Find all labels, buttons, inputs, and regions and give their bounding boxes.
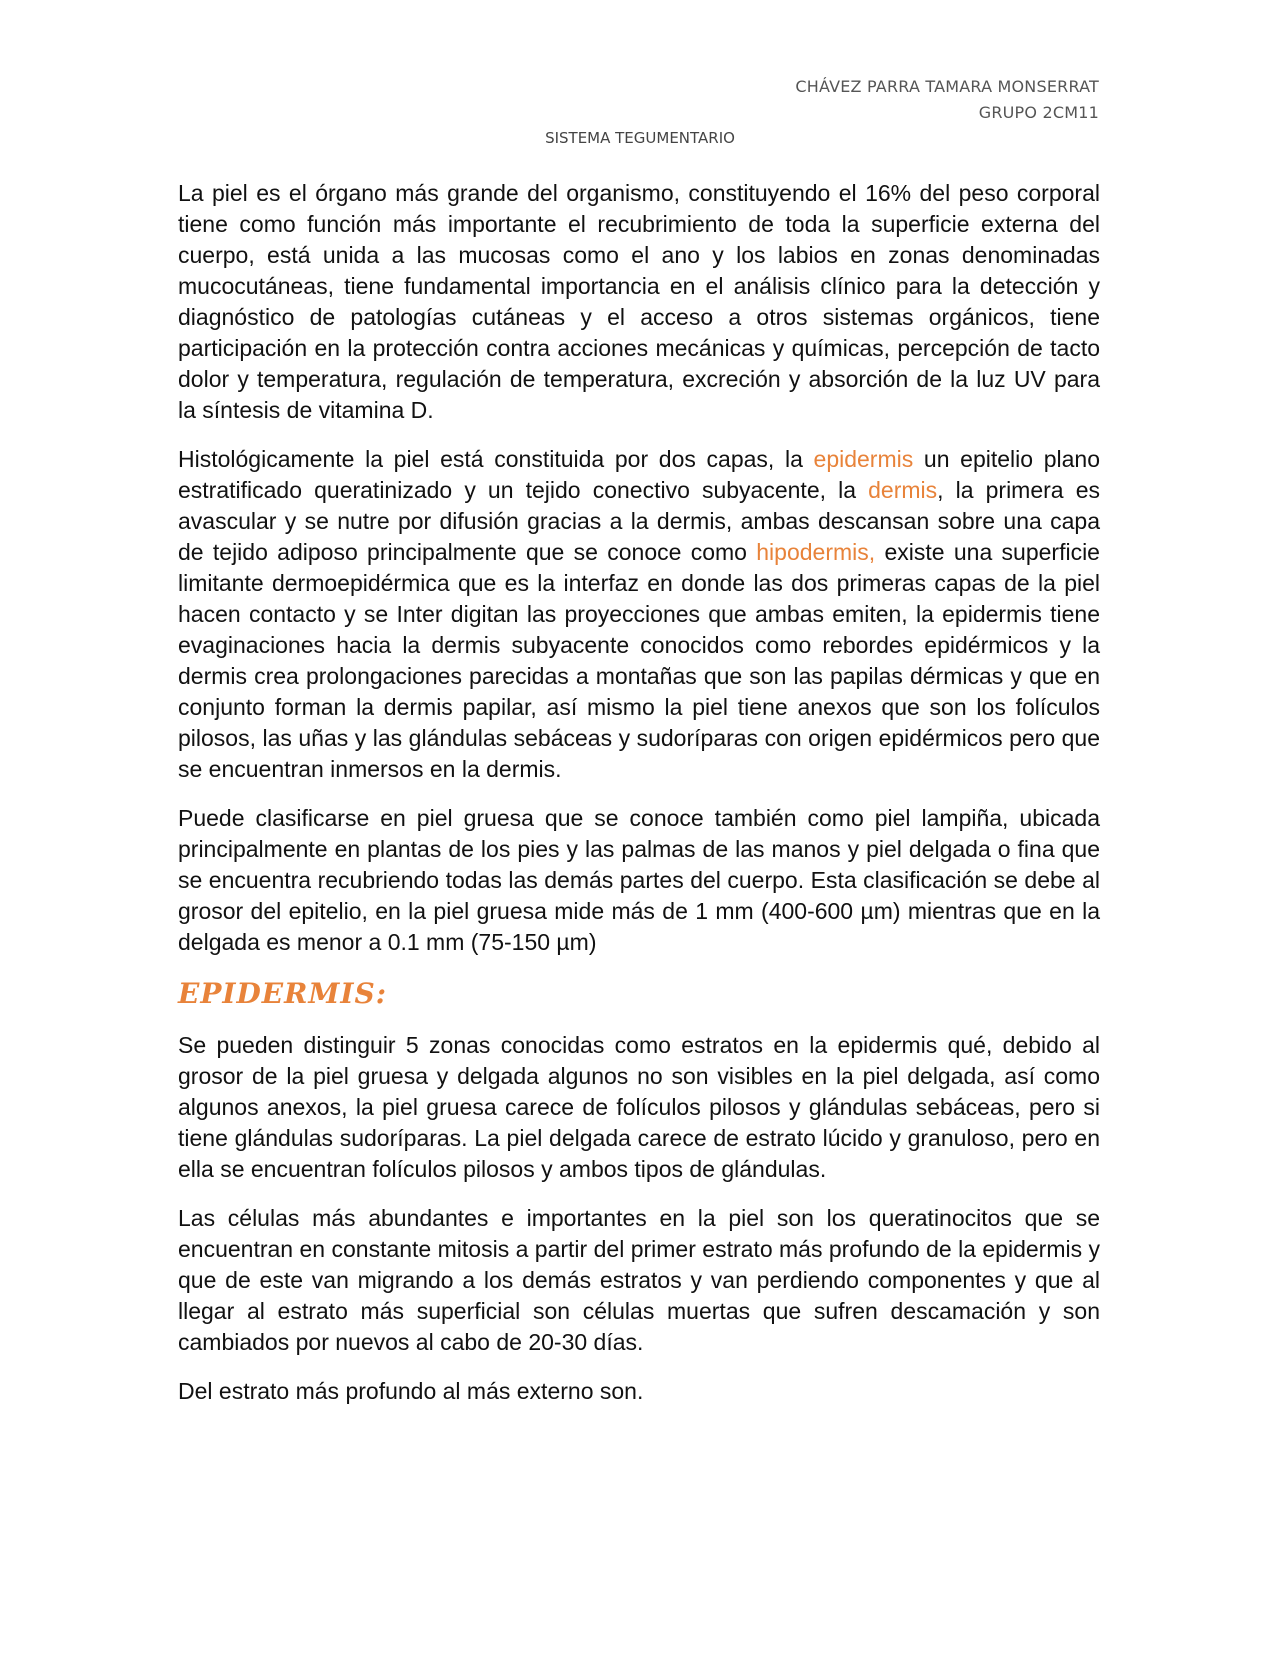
paragraph-classification: Puede clasificarse en piel gruesa que se conoce también como piel lampiña, ubicada principalmente en plantas de los pies y las palmas de las manos y piel delgada o fina que se encuentra recubriendo todas las demás partes del cuerpo. Esta clasificación se debe al grosor del epitelio, en la piel gruesa mide más de 1 mm (400-600 µm) mientras que en la delgada es menor a 0.1 mm (75-150 µm) [178, 805, 1100, 955]
paragraph-keratinocytes: Las células más abundantes e importantes en la piel son los queratinocitos que se encuentran en constante mitosis a partir del primer estrato más profundo de la epidermis y que de este van migrando a los demás estratos y van perdiendo componentes y que al llegar al estrato más superficial son células muertas que sufren descamación y son cambiados por nuevos al cabo de 20-30 días. [178, 1205, 1100, 1355]
author-name: CHÁVEZ PARRA TAMARA MONSERRAT [795, 77, 1099, 96]
paragraph-intro: La piel es el órgano más grande del organismo, constituyendo el 16% del peso corporal tiene como función más importante el recubrimiento de toda la superficie externa del cuerpo, está unida a las mucosas como el ano y los labios en zonas denominadas mucocutáneas, tiene fundamental importancia en el análisis clínico para la detección y diagnóstico de patologías cutáneas y el acceso a otros sistemas orgánicos, tiene participación en la protección contra acciones mecánicas y químicas, percepción de tacto dolor y temperatura, regulación de temperatura, excreción y absorción de la luz UV para la síntesis de vitamina D. [178, 180, 1100, 423]
term-epidermis: epidermis [813, 446, 914, 472]
page-header [795, 74, 1099, 126]
document-body [178, 178, 1100, 1425]
paragraph-text: , la primera es avascular y se nutre por difusión gracias a la dermis, ambas descansan sobre una capa de tejido adiposo principalmente que se conoce como [178, 477, 1100, 565]
paragraph-text: un epitelio plano estratificado queratinizado y un tejido conectivo subyacente, la [178, 446, 1100, 503]
paragraph-text: existe una superficie limitante dermoepidérmica que es la interfaz en donde las dos primeras capas de la piel hacen contacto y se Inter digitan las proyecciones que ambas emiten, la epidermis tiene evaginaciones hacia la dermis subyacente conocidos como rebordes epidérmicos y la dermis crea prolongaciones parecidas a montañas que son las papilas dérmicas y que en conjunto forman la dermis papilar, así mismo la piel tiene anexos que son los folículos pilosos, las uñas y las glándulas sebáceas y sudoríparas con origen epidérmicos pero que se encuentran inmersos en la dermis. [178, 539, 1100, 782]
paragraph-strata: Se pueden distinguir 5 zonas conocidas como estratos en la epidermis qué, debido al grosor de la piel gruesa y delgada algunos no son visibles en la piel delgada, así como algunos anexos, la piel gruesa carece de folículos pilosos y glándulas sebáceas, pero si tiene glándulas sudoríparas. La piel delgada carece de estrato lúcido y granuloso, pero en ella se encuentran folículos pilosos y ambos tipos de glándulas. [178, 1032, 1100, 1182]
group-label: GRUPO 2CM11 [978, 103, 1099, 122]
document-title: SISTEMA TEGUMENTARIO [545, 129, 735, 147]
term-hipodermis: hipodermis, [756, 539, 876, 565]
term-dermis: dermis [868, 477, 938, 503]
paragraph-strata-order: Del estrato más profundo al más externo son. [178, 1378, 644, 1404]
paragraph-text: Histológicamente la piel está constituida por dos capas, la [178, 446, 814, 472]
paragraph-histology [178, 444, 1100, 785]
section-heading-epidermis: EPIDERMIS: [178, 977, 388, 1010]
